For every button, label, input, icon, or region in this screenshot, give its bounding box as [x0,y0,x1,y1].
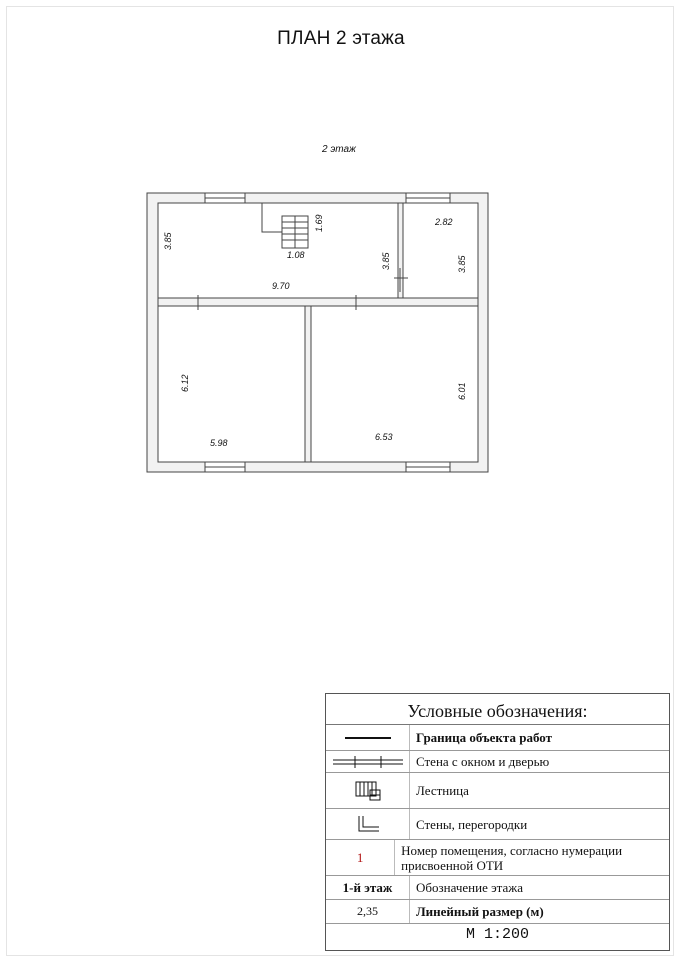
partitions-symbol [326,809,410,839]
windows [205,193,450,472]
legend-text-floor: Обозначение этажа [416,880,524,895]
legend-text-stairs: Лестница [416,783,469,798]
legend-text-room-number: Номер помещения, согласно нумерации присвоенной ОТИ [401,842,623,873]
outer-walls [147,193,488,472]
dim-right-bottom-height: 6.01 [457,382,467,400]
scale-label: М 1:200 [465,926,529,943]
legend-row-boundary [326,725,669,751]
dim-left-room-width: 5.98 [210,438,228,448]
floor-symbol: 1-й этаж [326,876,410,899]
legend-row-room-number [326,840,669,876]
legend-text-dimension: Линейный размер (м) [416,904,544,919]
legend-row-floor [326,876,669,900]
legend-text-wall-window: Стена с окном и дверью [416,754,550,769]
legend-row-stairs [326,773,669,809]
dim-stair-height: 1.69 [314,214,324,232]
stairs-symbol [326,773,410,808]
floor-label: 2 этаж [322,144,356,155]
partitions [158,203,478,462]
dimension-labels [163,214,467,448]
legend-row-wall-window [326,751,669,773]
dim-right-bottom-width: 6.53 [375,432,393,442]
legend-row-dimension [326,900,669,924]
legend-text-partitions: Стены, перегородки [416,816,528,832]
legend-title: Условные обозначения: [326,694,669,725]
stairs [262,203,308,248]
legend-row-partitions [326,809,669,840]
dim-right-room-width: 2.82 [435,217,453,227]
legend-text-boundary: Граница объекта работ [416,730,552,745]
dim-top-room-width: 9.70 [272,281,290,291]
page-title: ПЛАН 2 этажа [277,28,405,49]
dim-top-left-height: 3.85 [163,232,173,250]
legend [325,693,670,951]
room-number-symbol: 1 [326,840,395,875]
wall-window-symbol [326,751,410,772]
dim-left-room-height: 6.12 [180,374,190,392]
dim-stair-width: 1.08 [287,250,305,260]
dim-top-middle-height: 3.85 [381,252,391,270]
dimension-symbol: 2,35 [326,900,410,923]
boundary-symbol [326,725,410,750]
dim-right-room-height: 3.85 [457,255,467,273]
